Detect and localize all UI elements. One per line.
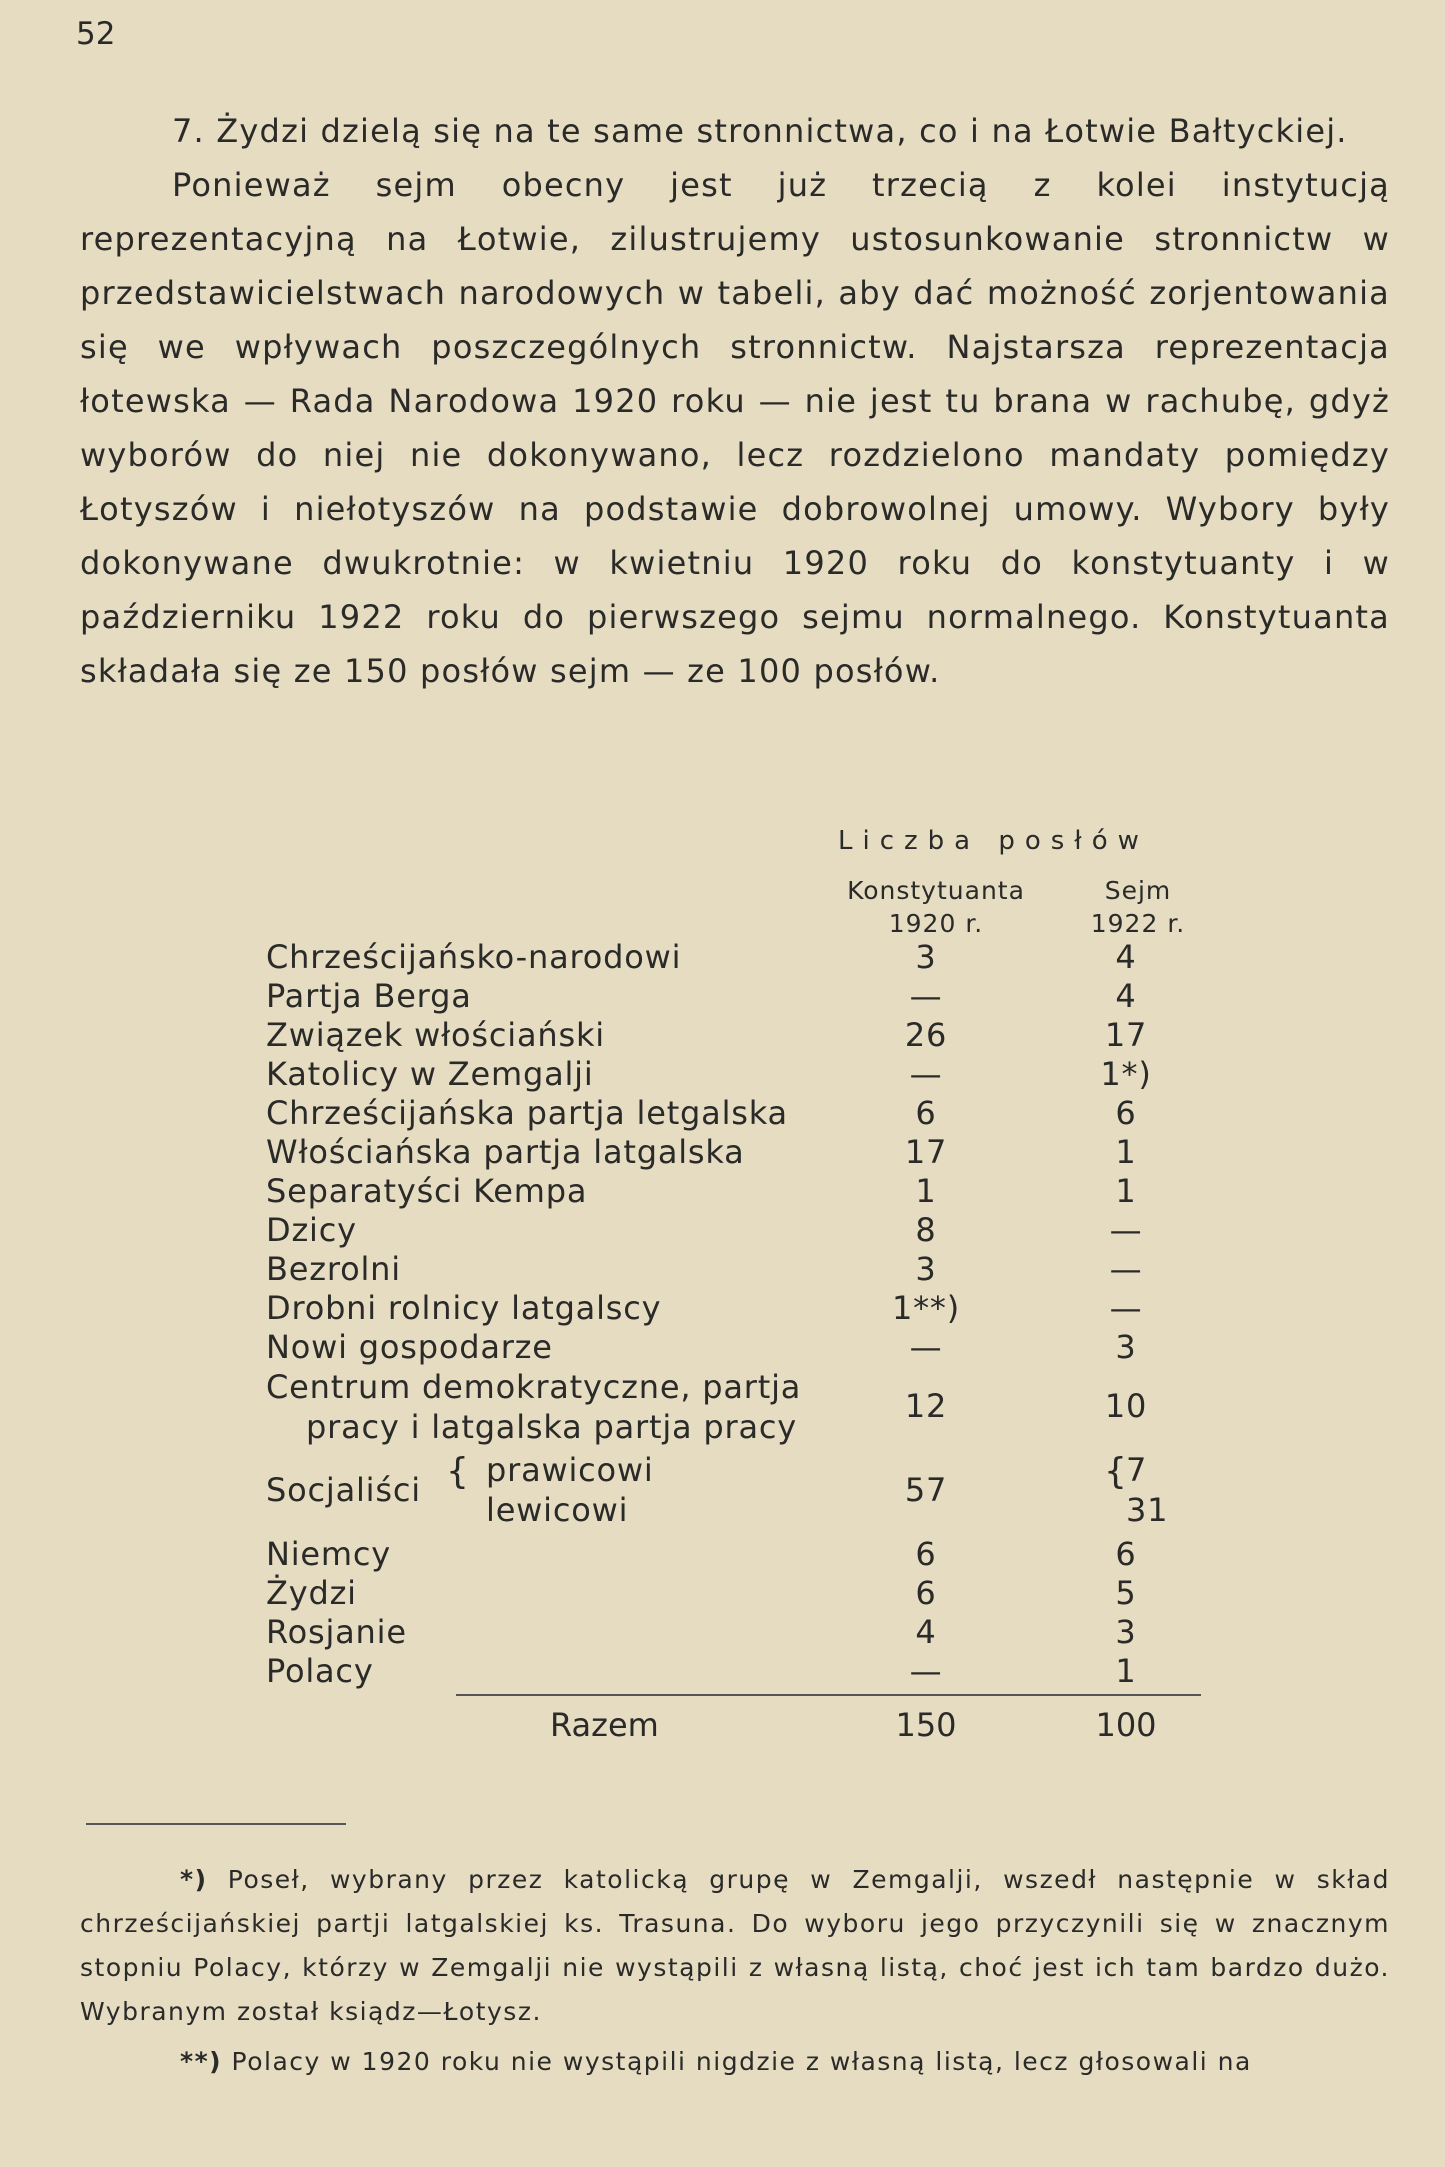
- value-sejm: 17: [1104, 1016, 1148, 1054]
- table-row: [266, 1328, 1206, 1367]
- party-subgroup: lewicowi: [486, 1491, 629, 1529]
- table-row-centrum: [266, 1367, 1206, 1451]
- value-sejm: —: [1109, 1250, 1143, 1288]
- brace-icon: {: [446, 1451, 470, 1492]
- table-row: [266, 1172, 1206, 1211]
- total-konstytuanta: 150: [895, 1706, 957, 1744]
- value-sejm: —: [1109, 1211, 1143, 1249]
- value-sejm: —: [1109, 1289, 1143, 1327]
- party-name: Drobni rolnicy latgalscy: [266, 1289, 662, 1327]
- value-konstytuanta: —: [909, 977, 943, 1015]
- table-row: [266, 1133, 1206, 1172]
- value-konstytuanta: 12: [904, 1387, 948, 1425]
- footnote-mark: *): [180, 1865, 208, 1894]
- party-name: Partja Berga: [266, 977, 472, 1015]
- value-sejm: 1: [1115, 1133, 1137, 1171]
- table-title: Liczba posłów: [838, 826, 1149, 856]
- table-row-socjalisci: [266, 1451, 1206, 1535]
- party-name: Katolicy w Zemgalji: [266, 1055, 594, 1093]
- footnote-mark: **): [180, 2047, 223, 2076]
- value-sejm: 10: [1104, 1387, 1148, 1425]
- total-label: Razem: [550, 1706, 659, 1744]
- value-konstytuanta: 6: [915, 1535, 937, 1573]
- footnotes: [80, 1858, 1390, 2090]
- party-subgroup: prawicowi: [486, 1451, 654, 1489]
- footnote: [80, 2040, 1390, 2084]
- value-sejm: 5: [1115, 1574, 1137, 1612]
- value-konstytuanta: 8: [915, 1211, 937, 1249]
- table-row: [266, 1016, 1206, 1055]
- value-sejm: 3: [1115, 1328, 1137, 1366]
- column-header-konstytuanta: [836, 874, 1036, 940]
- party-label: Socjaliści: [266, 1471, 421, 1509]
- table-body: [266, 938, 1206, 1691]
- value-konstytuanta: 1: [915, 1172, 937, 1210]
- table-row: [266, 1652, 1206, 1691]
- table-total-row: [266, 1705, 1206, 1745]
- value-sejm: 4: [1115, 938, 1137, 976]
- value-sejm: 3: [1115, 1613, 1137, 1651]
- party-name: [266, 1451, 766, 1531]
- value-sejm: 4: [1115, 977, 1137, 1015]
- party-name: [266, 1367, 801, 1447]
- table-row: [266, 1250, 1206, 1289]
- footnote-text: Polacy w 1920 roku nie wystąpili nigdzie z własną listą, lecz głosowali na: [231, 2047, 1252, 2076]
- brace-icon: {: [1104, 1451, 1128, 1492]
- table-row: [266, 1211, 1206, 1250]
- paragraph: 7. Żydzi dzielą się na te same stronnictwa, co i na Łotwie Bałtyckiej.: [172, 112, 1348, 150]
- value-konstytuanta: —: [909, 1055, 943, 1093]
- column-header-sejm: [1083, 874, 1193, 940]
- footnote: [80, 1858, 1390, 2034]
- party-name: Nowi gospodarze: [266, 1328, 553, 1366]
- table-row: [266, 1535, 1206, 1574]
- party-name: Chrześcijańska partja letgalska: [266, 1094, 788, 1132]
- value-konstytuanta: 26: [904, 1016, 948, 1054]
- table-row: [266, 1289, 1206, 1328]
- table-row: [266, 1574, 1206, 1613]
- value-sejm: 1*): [1100, 1055, 1152, 1093]
- value-sejm: 1: [1115, 1652, 1137, 1690]
- column-header-line: Sejm: [1104, 876, 1172, 905]
- value-sejm: 31: [1126, 1491, 1169, 1529]
- table-row: [266, 1055, 1206, 1094]
- party-name: Separatyści Kempa: [266, 1172, 588, 1210]
- party-name: Bezrolni: [266, 1250, 401, 1288]
- total-divider: [456, 1694, 1201, 1696]
- party-name: Chrześcijańsko-narodowi: [266, 938, 682, 976]
- table-row: [266, 938, 1206, 977]
- party-name-line: pracy i latgalska partja pracy: [306, 1408, 798, 1446]
- column-header-year: 1920 r.: [888, 909, 984, 938]
- paragraph: Ponieważ sejm obecny jest już trzecią z kolei instytucją reprezentacyjną na Łotwie, zilustrujemy ustosunkowanie stronnictw w przedstawicielstwach narodowych w tabeli, aby dać możność zorjentowania się we wpływach poszczególnych stronnictw. Najstarsza reprezentacja łotewska — Rada Narodowa 1920 roku — nie jest tu brana w rachubę, gdyż wyborów do niej nie dokonywano, lecz rozdzielono mandaty pomiędzy Łotyszów i niełotyszów na podstawie dobrowolnej umowy. Wybory były dokonywane dwukrotnie: w kwietniu 1920 roku do konstytuanty i w październiku 1922 roku do pierwszego sejmu normalnego. Konstytuanta składała się ze 150 posłów sejm — ze 100 posłów.: [80, 166, 1390, 690]
- value-konstytuanta: 57: [904, 1471, 948, 1509]
- party-name: Dzicy: [266, 1211, 357, 1249]
- body-text: [80, 104, 1390, 698]
- total-sejm: 100: [1095, 1706, 1157, 1744]
- value-sejm: 6: [1115, 1535, 1137, 1573]
- party-name: Niemcy: [266, 1535, 392, 1573]
- footnote-divider: [86, 1823, 346, 1825]
- party-name-line: Centrum demokratyczne, partja: [266, 1368, 802, 1406]
- value-konstytuanta: 6: [915, 1574, 937, 1612]
- value-sejm: 7: [1126, 1451, 1148, 1489]
- party-name: Związek włościański: [266, 1016, 605, 1054]
- footnote-text: Poseł, wybrany przez katolicką grupę w Zemgalji, wszedł następnie w skład chrześcijańskiej partji latgalskiej ks. Trasuna. Do wyboru jego przyczynili się w znacznym stopniu Polacy, którzy w Zemgalji nie wystąpili z własną listą, choć jest ich tam bardzo dużo. Wybranym został ksiądz—Łotysz.: [80, 1865, 1390, 2026]
- value-konstytuanta: —: [909, 1328, 943, 1366]
- column-header-year: 1922 r.: [1090, 909, 1186, 938]
- value-konstytuanta: 17: [904, 1133, 948, 1171]
- table-row: [266, 977, 1206, 1016]
- table-row: [266, 1094, 1206, 1133]
- party-name: Polacy: [266, 1652, 374, 1690]
- value-konstytuanta: 3: [915, 938, 937, 976]
- value-konstytuanta: 3: [915, 1250, 937, 1288]
- column-header-line: Konstytuanta: [847, 876, 1025, 905]
- value-konstytuanta: —: [909, 1652, 943, 1690]
- value-sejm: 1: [1115, 1172, 1137, 1210]
- party-name: Żydzi: [266, 1574, 357, 1612]
- table-row: [266, 1613, 1206, 1652]
- party-name: Rosjanie: [266, 1613, 407, 1651]
- value-konstytuanta: 4: [915, 1613, 937, 1651]
- value-konstytuanta: 6: [915, 1094, 937, 1132]
- value-konstytuanta: 1**): [891, 1289, 961, 1327]
- party-name: Włościańska partja latgalska: [266, 1133, 745, 1171]
- value-sejm: 6: [1115, 1094, 1137, 1132]
- page-number: 52: [76, 16, 116, 52]
